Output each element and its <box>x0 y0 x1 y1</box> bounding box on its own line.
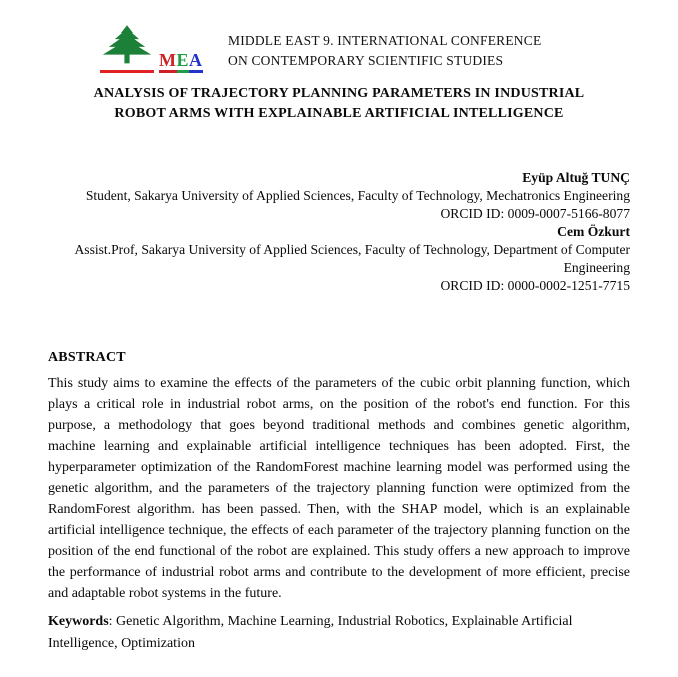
author-name: Cem Özkurt <box>557 224 630 239</box>
author-affiliation: Student, Sakarya University of Applied Sciences, Faculty of Technology, Mechatronics Engineering <box>85 188 630 203</box>
author-name: Eyüp Altuğ TUNÇ <box>522 170 630 185</box>
keywords-list: : Genetic Algorithm, Machine Learning, Industrial Robotics, Explainable Artificial Intelligence, Optimization <box>48 614 573 651</box>
conference-name-line1: MIDDLE EAST 9. INTERNATIONAL CONFERENCE <box>228 33 542 48</box>
author-affiliation: Assist.Prof, Sakarya University of Applied Sciences, Faculty of Technology, Department of Computer Engineering <box>74 242 630 275</box>
author-entry <box>48 223 630 295</box>
paper-title <box>48 84 630 124</box>
logo-acronym <box>159 51 203 73</box>
author-block <box>48 169 630 295</box>
logo-letter-e: E <box>177 51 190 73</box>
keywords-paragraph <box>48 611 630 655</box>
logo-letter-m: M <box>159 51 177 73</box>
tree-underline-bar <box>100 70 154 73</box>
conference-logo <box>100 24 203 73</box>
logo-letter-a: A <box>189 51 203 73</box>
keywords-label: Keywords <box>48 614 109 629</box>
abstract-heading: ABSTRACT <box>48 350 126 365</box>
author-entry <box>48 169 630 223</box>
paper-title-line2: ROBOT ARMS WITH EXPLAINABLE ARTIFICIAL INTELLIGENCE <box>114 106 564 121</box>
paper-title-line1: ANALYSIS OF TRAJECTORY PLANNING PARAMETERS IN INDUSTRIAL <box>93 86 585 101</box>
abstract-section <box>48 349 630 655</box>
author-orcid: ORCID ID: 0009-0007-5166-8077 <box>440 206 630 221</box>
cedar-tree-svg <box>101 24 153 68</box>
conference-name <box>228 31 541 71</box>
author-orcid: ORCID ID: 0000-0002-1251-7715 <box>440 278 630 293</box>
conference-name-line2: ON CONTEMPORARY SCIENTIFIC STUDIES <box>228 53 504 68</box>
abstract-paragraph: This study aims to examine the effects of the parameters of the cubic orbit planning function, which plays a critical role in industrial robot arms, on the position of the robot's end function. For this purpose, a methodology that goes beyond traditional methods and combines genetic algorithm, machine learning and explainable artificial intelligence techniques has been adopted. First, the hyperparameter optimization of the RandomForest machine learning model was performed using the genetic algorithm, and the parameters of the trajectory planning function were optimized from the RandomForest algorithm. has been passed. Then, with the SHAP model, which is an explainable artificial intelligence technique, the effects of each parameter of the trajectory planning function on the position of the end functional of the robot are explained. This study offers a new approach to improve the performance of industrial robot arms and contribute to the development of more efficient, precise and adaptable robot systems in the future. <box>48 376 630 601</box>
cedar-tree-icon <box>100 24 154 73</box>
